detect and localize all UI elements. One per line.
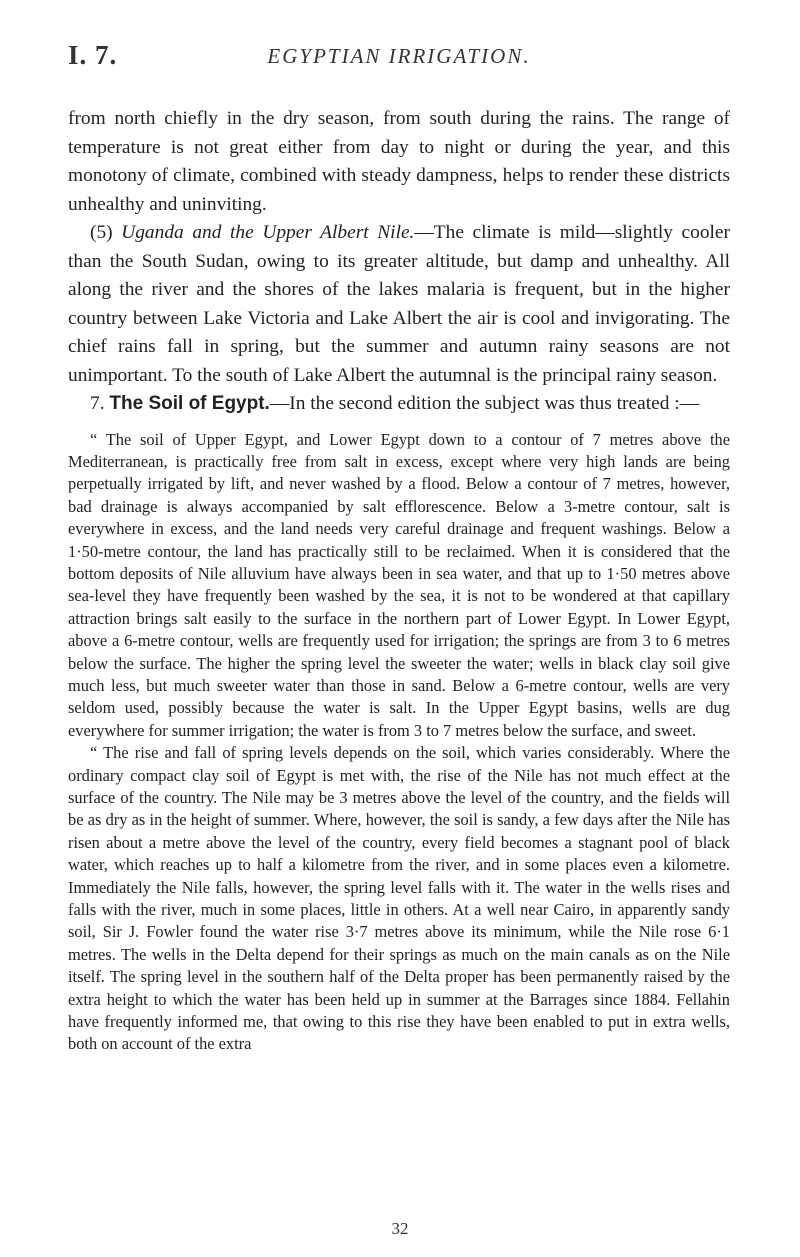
quoted-paragraph-1: “ The soil of Upper Egypt, and Lower Egypt down to a contour of 7 metres above the Mediterranean, is practically free from salt in excess, except where very high lands are being perpetually irrigated by lift, and never washed by a flood. Below a contour of 7 metres, however, bad drainage is always accompanied by salt efflorescence. Below a 3-metre contour, salt is everywhere in excess, and the land needs very careful drainage and frequent washings. Below a 1·50-metre contour, the land has practically still to be reclaimed. When it is considered that the bottom deposits of Nile alluvium have always been in sea water, and that up to 1·50 metres above sea-level they have frequently been washed by the sea, it is not to be wondered at that capillary attraction brings salt easily to the surface in the northern part of Lower Egypt. In Lower Egypt, above a 6-metre contour, wells are frequently used for irrigation; the springs are from 3 to 6 metres below the surface. The higher the spring level the sweeter the water; wells in black clay soil give much less, but much sweeter water than those in sand. Below a 6-metre contour, wells are very seldom used, possibly because the water is salt. In the Upper Egypt basins, wells are dug everywhere for summer irrigation; the water is from 3 to 7 metres below the surface, and sweet. <box>68 429 730 740</box>
section-number-inline: 7. <box>90 393 110 414</box>
paragraph-number: (5) <box>90 222 122 243</box>
paragraph-text: —In the second edition the subject was thus treated :— <box>269 393 700 414</box>
paragraph-title: Uganda and the Upper Albert Nile. <box>121 222 415 243</box>
paragraph-uganda <box>68 219 730 390</box>
paragraph-text: —The climate is mild—slightly cooler than the South Sudan, owing to its greater altitude, but damp and unhealthy. All along the river and the shores of the lakes malaria is frequent, but in the higher country between Lake Victoria and Lake Albert the air is cool and invigorating. The chief rains fall in spring, but the summer and autumn rainy seasons are not unimportant. To the south of Lake Albert the autumnal is the principal rainy season. <box>68 222 730 386</box>
page-header <box>68 40 730 80</box>
spacer <box>68 419 730 429</box>
running-title: EGYPTIAN IRRIGATION. <box>267 44 531 68</box>
section-heading: The Soil of Egypt. <box>109 393 270 414</box>
paragraph-soil <box>68 390 730 419</box>
section-number: I. 7. <box>68 40 118 70</box>
quoted-paragraph-2: “ The rise and fall of spring levels depends on the soil, which varies considerably. Where the ordinary compact clay soil of Egypt is met with, the rise of the Nile has not much effect at the surface of the country. The Nile may be 3 metres above the level of the country, and the fields will be as dry as in the height of summer. Where, however, the soil is sandy, a few days after the Nile has risen about a metre above the level of the country, every field becomes a stagnant pool of black water, which reaches up to half a kilometre from the river, and in some places even a kilometre. Immediately the Nile falls, however, the spring level falls with it. The water in the wells rises and falls with the river, much in some places, little in others. At a well near Cairo, in apparently sandy soil, Sir J. Fowler found the water rise 3·7 metres above its minimum, while the Nile rose 6·1 metres. The wells in the Delta depend for their springs as much on the main canals as on the Nile itself. The spring level in the southern half of the Delta proper has been permanently raised by the extra height to which the water has been held up in summer at the Barrages since 1884. Fellahin have frequently informed me, that owing to this rise they have been enabled to put in extra wells, both on account of the extra <box>68 743 730 1054</box>
body-text <box>68 105 730 1056</box>
page-number: 32 <box>391 1219 409 1238</box>
paragraph-continuation: from north chiefly in the dry season, from south during the rains. The range of temperature is not great either from day to night or during the year, and this monotony of climate, combined with steady dampness, helps to render these districts unhealthy and uninviting. <box>68 108 730 215</box>
